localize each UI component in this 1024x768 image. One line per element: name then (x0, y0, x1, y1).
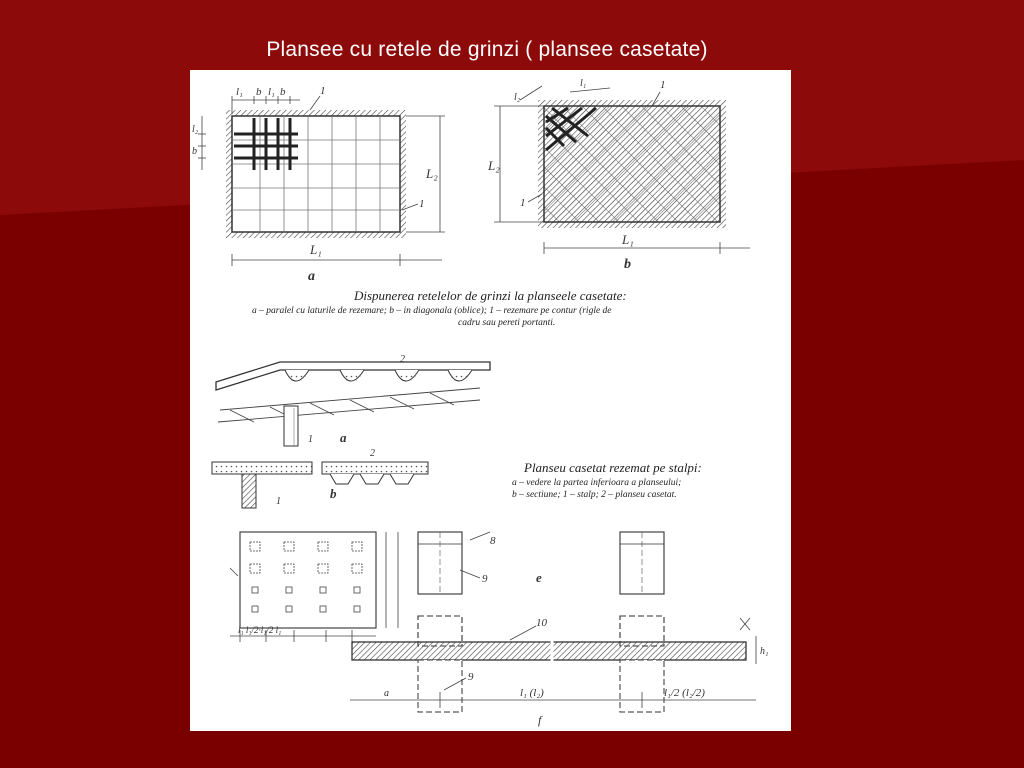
dim-b-label: b (256, 86, 262, 98)
fig1a-grid-plan (192, 85, 445, 284)
fig3-plan-capitals (230, 532, 398, 642)
fig2-caption-title: Planseu casetat rezemat pe stalpi: (524, 460, 702, 475)
fig1a-label: a (308, 269, 315, 284)
fig3-label-f: f (538, 713, 542, 727)
dim-l1-label: l₁ (236, 86, 243, 98)
fig1b-callout-1b: 1 (520, 197, 526, 209)
fig2b-callout-1: 1 (276, 496, 281, 507)
dim-L2-label-b: L₂ (488, 158, 500, 173)
slide-title: Plansee cu retele de grinzi ( plansee casetate) (266, 38, 708, 61)
fig3-dim-h: h₁ (760, 646, 769, 657)
fig3-dim-half: l₁/2 (l₂/2) (664, 687, 705, 699)
fig3-label-a: a (384, 688, 389, 699)
technical-drawing (190, 70, 791, 731)
fig1-caption-line-1: a – paralel cu laturile de rezemare; b – in diagonala (oblice); 1 – rezemare pe contur (rigle de (252, 306, 612, 316)
fig2-caption-line-2: b – sectiune; 1 – stalp; 2 – planseu casetat. (512, 490, 677, 500)
fig1b-diagonal-plan (487, 78, 750, 272)
fig2a-label: a (340, 430, 347, 445)
fig2-caption-line-1: a – vedere la partea inferioara a planseului; (512, 478, 682, 488)
fig3-callout-9b: 9 (468, 671, 474, 683)
fig3-label-e: e (536, 570, 542, 585)
dim-L1-label: L₁ (310, 242, 322, 257)
dim-b-label-2: b (280, 86, 286, 98)
dim-l1-label-b: l₁ (580, 78, 587, 89)
fig1b-callout-1: 1 (660, 79, 666, 91)
fig2a-callout-1: 1 (308, 434, 313, 445)
fig1-caption-title: Dispunerea retelelor de grinzi la planseele casetate: (354, 288, 627, 303)
dim-b-label-3: b (192, 146, 197, 157)
fig3-dim-span: l₁ (l₂) (520, 687, 544, 699)
fig1b-label: b (624, 257, 631, 272)
figure-panel (190, 70, 791, 731)
fig1a-callout-1: 1 (320, 85, 326, 97)
fig3-callout-9: 9 (482, 573, 488, 585)
fig1-caption-line-2: cadru sau pereti portanti. (458, 318, 556, 328)
dim-l1-label-2: l₁ (268, 86, 275, 98)
fig2a-perspective-view (216, 354, 490, 446)
fig3-callout-8: 8 (490, 535, 496, 547)
fig3-elevation (350, 532, 768, 727)
dim-l2-label-b: l₂ (514, 92, 521, 103)
fig3-dim-bottom: l₁ l₁/2·l₁/2 l₁ (238, 625, 282, 635)
fig2b-label: b (330, 486, 337, 501)
fig2b-callout-2: 2 (370, 448, 375, 459)
dim-l2-label: l₂ (192, 124, 199, 135)
fig2b-section (212, 448, 428, 508)
fig1a-callout-1b: 1 (419, 198, 425, 210)
fig2a-callout-2: 2 (400, 354, 405, 365)
fig3-callout-10: 10 (536, 617, 547, 629)
dim-L1-label-b: L₁ (622, 232, 634, 247)
dim-L2-label: L₂ (426, 166, 438, 181)
